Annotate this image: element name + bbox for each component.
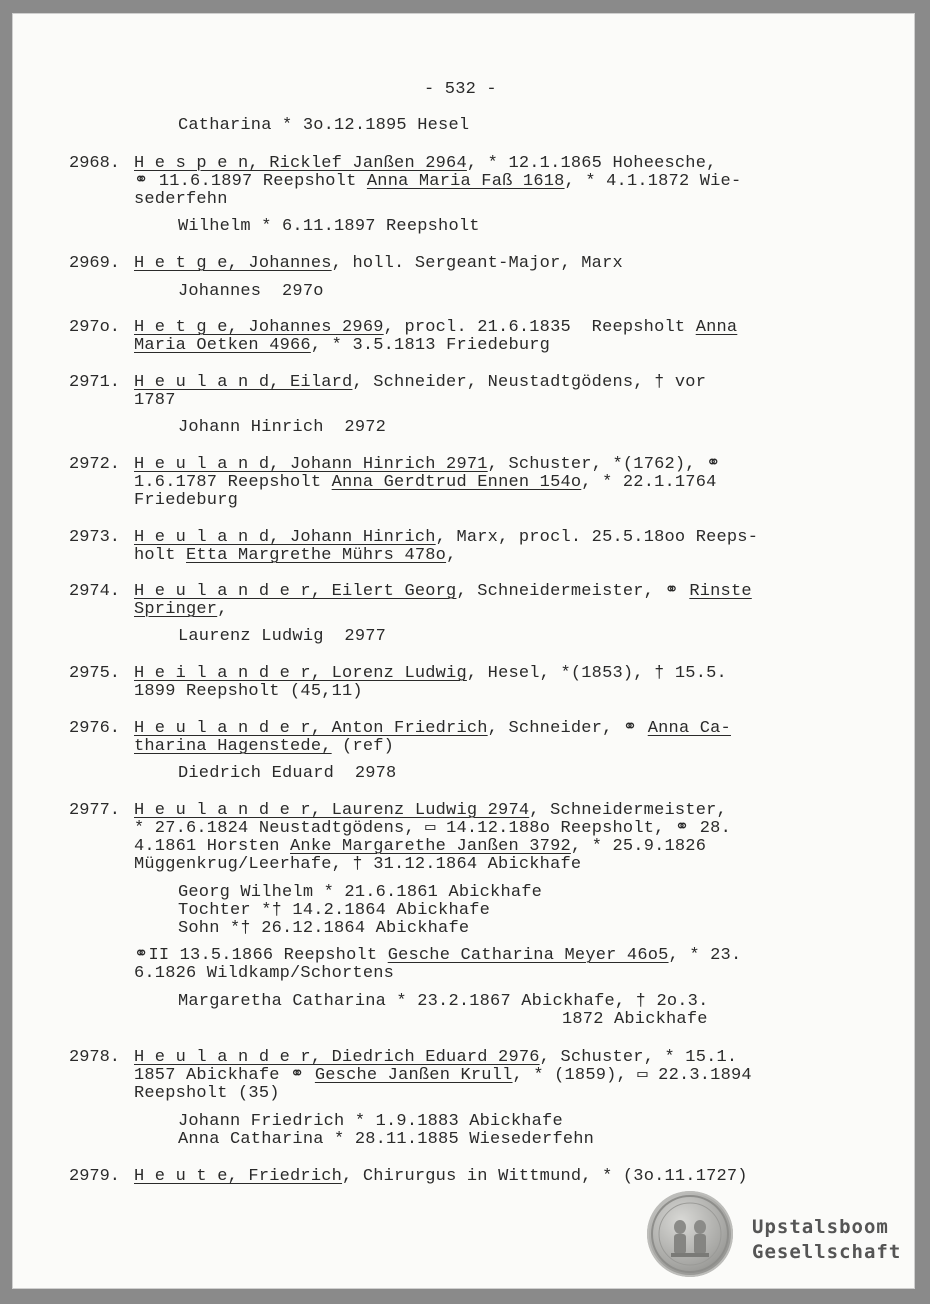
child-line: Anna Catharina * 28.11.1885 Wiesederfehn — [178, 1130, 595, 1149]
spouse-name: Springer — [134, 600, 218, 619]
entry-2979-line1 — [134, 1168, 748, 1186]
person-name: H e u t e, Friedrich — [134, 1167, 343, 1186]
spouse-name: Anna Maria Faß 1618 — [366, 172, 565, 191]
entry-text: , * 12.1.1865 Hoheesche, — [466, 154, 717, 173]
child-line: Johannes 297o — [178, 282, 324, 301]
entry-text: holt — [134, 546, 187, 565]
entry-2973-line2 — [134, 547, 456, 565]
entry-number: 297o. — [69, 318, 121, 337]
person-name: H e u l a n d e r, Eilert Georg — [134, 582, 457, 601]
spouse-name: Anna — [695, 318, 738, 337]
entry-2977-line4: Müggenkrug/Leerhafe, † 31.12.1864 Abickhafe — [134, 855, 582, 874]
entry-2975-line1 — [134, 665, 727, 683]
child-line: Sohn *† 26.12.1864 Abickhafe — [178, 919, 470, 938]
entry-2968-line2 — [134, 173, 741, 191]
child-line: 1872 Abickhafe — [562, 1010, 708, 1029]
entry-2974-line2 — [134, 601, 228, 619]
person-name: H e u l a n d, Eilard — [134, 373, 353, 392]
entry-text: , Schuster, *(1762), ⚭ — [487, 455, 721, 474]
entry-number: 2973. — [69, 528, 121, 547]
entry-2972-line2 — [134, 474, 717, 492]
spouse-name: Maria Oetken 4966 — [134, 336, 311, 355]
person-name: H e t g e, Johannes 2969 — [134, 318, 384, 337]
person-name: H e u l a n d e r, Laurenz Ludwig 2974 — [134, 801, 530, 820]
intro-child-line: Catharina * 3o.12.1895 Hesel — [178, 116, 470, 135]
entry-number: 2978. — [69, 1048, 121, 1067]
child-line: Georg Wilhelm * 21.6.1861 Abickhafe — [178, 883, 543, 902]
entry-2977-line2: * 27.6.1824 Neustadtgödens, ▭ 14.12.188o Reepsholt, ⚭ 28. — [134, 819, 731, 838]
entry-text: , Hesel, *(1853), † 15.5. — [466, 664, 727, 683]
child-line: Margaretha Catharina * 23.2.1867 Abickhafe, † 2o.3. — [178, 992, 709, 1011]
entry-2969-line1 — [134, 255, 623, 273]
society-name-line1: Upstalsboom — [752, 1216, 889, 1238]
entry-text: , Schneider, ⚭ — [487, 719, 648, 738]
child-line: Diedrich Eduard 2978 — [178, 764, 397, 783]
spouse-name: Anna Ca- — [647, 719, 731, 738]
entry-number: 2974. — [69, 582, 121, 601]
person-name: H e s p e n, Ricklef Janßen 2964 — [134, 154, 467, 173]
entry-number: 2968. — [69, 154, 121, 173]
entry-text: , Marx, procl. 25.5.18oo Reeps- — [435, 528, 759, 547]
entry-2977-line3 — [134, 838, 706, 856]
spouse-name: Gesche Catharina Meyer 46o5 — [387, 946, 669, 965]
spouse-name: Anke Margarethe Janßen 3792 — [290, 837, 571, 856]
entry-text: , * 22.1.1764 — [581, 473, 717, 492]
entry-2976-line1 — [134, 720, 731, 738]
entry-text: , Schuster, * 15.1. — [539, 1048, 738, 1067]
society-name-line2: Gesellschaft — [752, 1241, 902, 1263]
entry-2968-line3: sederfehn — [134, 190, 228, 209]
child-line: Wilhelm * 6.11.1897 Reepsholt — [178, 217, 480, 236]
seal-emblem-icon — [647, 1191, 733, 1277]
entry-text: , — [446, 546, 457, 565]
entry-number: 2976. — [69, 719, 121, 738]
person-name: H e u l a n d e r, Anton Friedrich — [134, 719, 488, 738]
entry-2972-line3: Friedeburg — [134, 491, 239, 510]
marriage-text: ⚭ 11.6.1897 Reepsholt — [134, 172, 367, 191]
document-page — [12, 13, 915, 1289]
person-name: H e u l a n d, Johann Hinrich 2971 — [134, 455, 488, 474]
entry-text: , — [217, 600, 228, 619]
entry-text: , * 3.5.1813 Friedeburg — [310, 336, 551, 355]
entry-text: 4.1861 Horsten — [134, 837, 291, 856]
entry-text: 1857 Abickhafe ⚭ — [134, 1066, 315, 1085]
spouse-name: Anna Gerdtrud Ennen 154o — [331, 473, 582, 492]
entry-2977-second-marriage-line2: 6.1826 Wildkamp/Schortens — [134, 964, 395, 983]
marriage-text: ⚭II 13.5.1866 Reepsholt — [134, 946, 388, 965]
entry-2977-second-marriage — [134, 947, 741, 965]
entry-2978-line3: Reepsholt (35) — [134, 1084, 280, 1103]
entry-text: , Schneidermeister, — [529, 801, 727, 820]
entry-text: , Schneider, Neustadtgödens, † vor — [352, 373, 707, 392]
spouse-name: Gesche Janßen Krull — [314, 1066, 513, 1085]
entry-number: 2971. — [69, 373, 121, 392]
entry-text: , holl. Sergeant-Major, Marx — [331, 254, 623, 273]
spouse-name: Etta Margrethe Mührs 478o — [186, 546, 447, 565]
entry-text: (ref) — [331, 737, 395, 756]
child-line: Laurenz Ludwig 2977 — [178, 627, 387, 646]
entry-2975-line2: 1899 Reepsholt (45,11) — [134, 682, 363, 701]
entry-number: 2979. — [69, 1167, 121, 1186]
entry-2977-line1 — [134, 802, 727, 820]
entry-2970-line2 — [134, 337, 550, 355]
entry-number: 2969. — [69, 254, 121, 273]
entry-number: 2975. — [69, 664, 121, 683]
entry-text: , Schneidermeister, ⚭ — [456, 582, 690, 601]
entry-text: , * 4.1.1872 Wie- — [564, 172, 742, 191]
entry-2978-line1 — [134, 1049, 737, 1067]
entry-number: 2972. — [69, 455, 121, 474]
entry-2976-line2 — [134, 738, 394, 756]
child-line: Johann Hinrich 2972 — [178, 418, 387, 437]
entry-text: , * 23. — [668, 946, 742, 965]
person-name: H e u l a n d, Johann Hinrich — [134, 528, 436, 547]
entry-2971-line1 — [134, 374, 706, 392]
entry-text: , * (1859), ▭ 22.3.1894 — [512, 1066, 752, 1085]
person-name: H e u l a n d e r, Diedrich Eduard 2976 — [134, 1048, 540, 1067]
spouse-name: tharina Hagenstede, — [134, 737, 332, 756]
person-name: H e t g e, Johannes — [134, 254, 332, 273]
entry-text: , procl. 21.6.1835 Reepsholt — [383, 318, 696, 337]
page-number: - 532 - — [424, 80, 497, 99]
entry-text: , * 25.9.1826 — [570, 837, 707, 856]
entry-2974-line1 — [134, 583, 752, 601]
entry-2973-line1 — [134, 529, 758, 547]
spouse-name: Rinste — [689, 582, 752, 601]
entry-text: , Chirurgus in Wittmund, * (3o.11.1727) — [342, 1167, 748, 1186]
person-name: H e i l a n d e r, Lorenz Ludwig — [134, 664, 467, 683]
entry-2978-line2 — [134, 1067, 752, 1085]
child-line: Tochter *† 14.2.1864 Abickhafe — [178, 901, 491, 920]
entry-text: 1.6.1787 Reepsholt — [134, 473, 332, 492]
entry-2972-line1 — [134, 456, 721, 474]
entry-2968-line1 — [134, 155, 717, 173]
entry-2971-line2: 1787 — [134, 391, 176, 410]
society-seal-icon — [647, 1191, 733, 1277]
entry-number: 2977. — [69, 801, 121, 820]
child-line: Johann Friedrich * 1.9.1883 Abickhafe — [178, 1112, 563, 1131]
entry-2970-line1 — [134, 319, 737, 337]
